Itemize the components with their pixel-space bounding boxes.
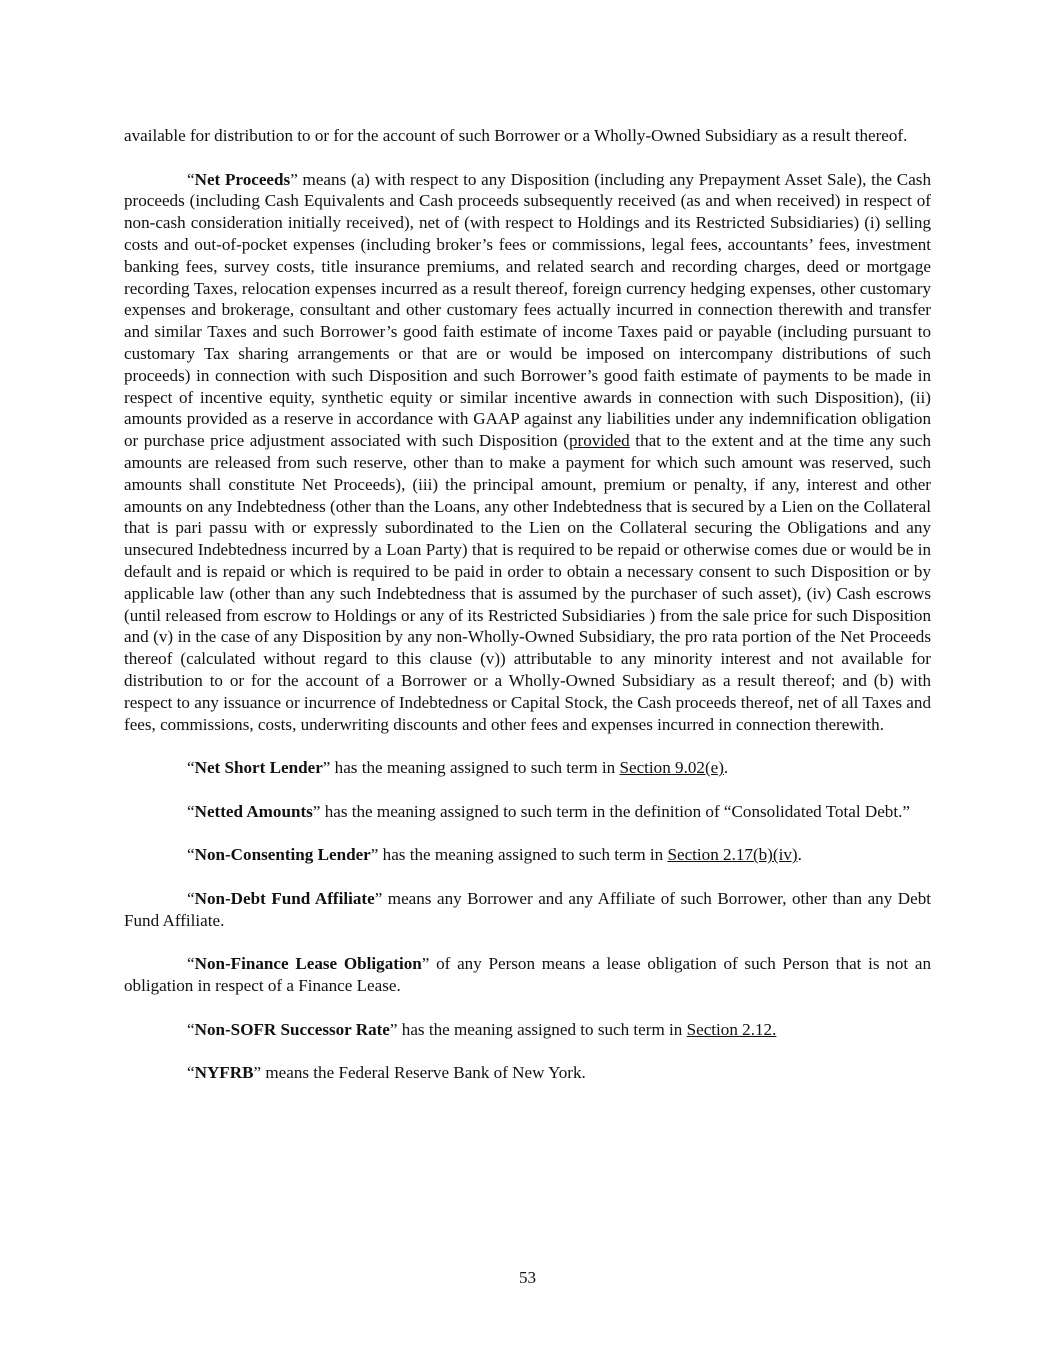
definition-text: that to the extent and at the time any such amounts are released from such reserve, other than to make a payment for which such amount was reserved, such amounts shall constitute Net Proceeds), (iii) the principal amount, premium or penalty, if any, interest and other amounts on any Indebtedness (other than the Loans, any other Indebtedness that is secured by a Lien on the Collateral that is pari passu with or expressly subordinated to the Lien on the Collateral securing the Obligations and any unsecured Indebtedness incurred by a Loan Party) that is required to be repaid or otherwise comes due or would be in default and is repaid or which is required to be paid in order to obtain a necessary consent to such Disposition or by applicable law (other than any such Indebtedness that is assumed by the purchaser of such asset), (iv) Cash escrows (until released from escrow to Holdings or any of its Restricted Subsidiaries ) from the sale price for such Disposition and (v) in the case of any Disposition by any non-Wholly-Owned Subsidiary, the pro rata portion of the Net Proceeds thereof (calculated without regard to this clause (v)) attributable to any minority interest and not available for distribution to or for the account of a Borrower or a Wholly-Owned Subsidiary as a result thereof; and (b) with respect to any issuance or incurrence of Indebtedness or Capital Stock, the Cash proceeds thereof, net of all Taxes and fees, commissions, costs, underwriting discounts and other fees and expenses incurred in connection therewith.: [124, 431, 931, 734]
defined-term: Non-Consenting Lender: [194, 845, 371, 865]
intro-paragraph: available for distribution to or for the account of such Borrower or a Wholly-Owned Subsidiary as a result thereof.: [124, 126, 908, 145]
definition-text: ” of any Person means a lease obligation of such Person that is not an obligation in respect of a Finance Lease.: [124, 954, 931, 996]
defined-term: Net Proceeds: [194, 169, 291, 189]
defined-term: Netted Amounts: [194, 801, 313, 821]
definition-net-proceeds: “Net Proceeds” means (a) with respect to any Disposition (including any Prepayment Asset Sale), the Cash proceeds (including Cash Equivalents and Cash proceeds subsequently received (as and when received) in respect of non-cash consideration initially received), net of (with respect to Holdings and its Restricted Subsidiaries) (i) selling costs and out-of-pocket expenses (including broker’s fees or commissions, legal fees, accountants’ fees, investment banking fees, survey costs, title insurance premiums, and related search and recording charges, deed or mortgage recording Taxes, relocation expenses incurred as a result thereof, foreign currency hedging expenses, other customary expenses and brokerage, consultant and other customary fees actually incurred in connection therewith and transfer and similar Taxes and such Borrower’s good faith estimate of income Taxes paid or payable (including pursuant to customary Tax sharing arrangements or that are or would be imposed on intercompany distributions of such proceeds) in connection with such Disposition and such Borrower’s good faith estimate of payments to be made in respect of incentive equity, synthetic equity or similar incentive awards in connection with such Disposition), (ii) amounts provided as a reserve in accordance with GAAP against any liabilities under any indemnification obligation or purchase price adjustment associated with such Disposition (provided that to the extent and at the time any such amounts are released from such reserve, other than to make a payment for which such amount was reserved, such amounts shall constitute Net Proceeds), (iii) the principal amount, premium or penalty, if any, interest and other amounts on any Indebtedness (other than the Loans, any other Indebtedness that is secured by a Lien on the Collateral that is pari passu with or expressly subordinated to the Lien on the Collateral securing the Obligations and any unsecured Indebtedness incurred by a Loan Party) that is required to be repaid or otherwise comes due or would be in default and is repaid or which is required to be paid in order to obtain a necessary consent to such Disposition or by applicable law (other than any such Indebtedness that is assumed by the purchaser of such asset), (iv) Cash escrows (until released from escrow to Holdings or any of its Restricted Subsidiaries ) from the sale price for such Disposition and (v) in the case of any Disposition by any non-Wholly-Owned Subsidiary, the pro rata portion of the Net Proceeds thereof (calculated without regard to this clause (v)) attributable to any minority interest and not available for distribution to or for the account of a Borrower or a Wholly-Owned Subsidiary as a result thereof; and (b) with respect to any issuance or incurrence of Indebtedness or Capital Stock, the Cash proceeds thereof, net of all Taxes and fees, commissions, costs, underwriting discounts and other fees and expenses incurred in connection therewith.: [124, 169, 931, 734]
provided-emphasis: provided: [568, 431, 630, 451]
page-number: 53: [518, 1268, 537, 1287]
definition-text: ” means any Borrower and any Affiliate of such Borrower, other than any Debt Fund Affiliate.: [124, 888, 931, 930]
definition-text: ” has the meaning assigned to such term in the definition of “Consolidated Total Debt.”: [312, 801, 910, 821]
definition-text: ” has the meaning assigned to such term in: [389, 1019, 687, 1039]
section-reference: Section 2.12.: [686, 1019, 777, 1039]
definition-end: .: [797, 845, 802, 865]
section-reference: Section 9.02(e): [619, 758, 724, 778]
definition-non-consenting-lender: “Non-Consenting Lender” has the meaning assigned to such term in Section 2.17(b)(iv).: [187, 845, 802, 865]
definition-nyfrb: “NYFRB” means the Federal Reserve Bank of New York.: [187, 1063, 586, 1083]
definition-text: ” means (a) with respect to any Disposition (including any Prepayment Asset Sale), the Cash proceeds (including Cash Equivalents and Cash proceeds subsequently received (as and when received) in respect of non-cash consideration initially received), net of (with respect to Holdings and its Restricted Subsidiaries) (i) selling costs and out-of-pocket expenses (including broker’s fees or commissions, legal fees, accountants’ fees, investment banking fees, survey costs, title insurance premiums, and related search and recording charges, deed or mortgage recording Taxes, relocation expenses incurred as a result thereof, foreign currency hedging expenses, other customary expenses and brokerage, consultant and other customary fees actually incurred in connection therewith and transfer and similar Taxes and such Borrower’s good faith estimate of income Taxes paid or payable (including pursuant to customary Tax sharing arrangements or that are or would be imposed on intercompany distributions of such proceeds) in connection with such Disposition and such Borrower’s good faith estimate of payments to be made in respect of incentive equity, synthetic equity or similar incentive awards in connection with such Disposition), (ii) amounts provided as a reserve in accordance with GAAP against any liabilities under any indemnification obligation or purchase price adjustment associated with such Disposition (: [124, 169, 931, 451]
definition-text: ” has the meaning assigned to such term in: [322, 758, 620, 778]
definition-non-sofr-successor-rate: “Non-SOFR Successor Rate” has the meaning assigned to such term in Section 2.12.: [187, 1019, 777, 1039]
defined-term: Non-SOFR Successor Rate: [194, 1019, 390, 1039]
definition-end: .: [723, 758, 729, 778]
document-page: [124, 125, 931, 1106]
section-reference: Section 2.17(b)(iv): [667, 845, 798, 865]
defined-term: Non-Finance Lease Obligation: [194, 954, 422, 974]
definition-netted-amounts: “Netted Amounts” has the meaning assigned to such term in the definition of “Consolidated Total Debt.”: [187, 801, 910, 821]
defined-term: Net Short Lender: [194, 758, 323, 778]
definition-text: ” means the Federal Reserve Bank of New York.: [253, 1063, 586, 1083]
definition-text: ” has the meaning assigned to such term in: [370, 845, 668, 865]
definition-net-short-lender: “Net Short Lender” has the meaning assigned to such term in Section 9.02(e).: [187, 758, 729, 778]
defined-term: Non-Debt Fund Affiliate: [194, 888, 375, 908]
definition-non-finance-lease-obligation: “Non-Finance Lease Obligation” of any Person means a lease obligation of such Person that is not an obligation in respect of a Finance Lease.: [124, 954, 931, 996]
defined-term: NYFRB: [194, 1063, 254, 1083]
definition-non-debt-fund-affiliate: “Non-Debt Fund Affiliate” means any Borrower and any Affiliate of such Borrower, other than any Debt Fund Affiliate.: [124, 888, 931, 930]
